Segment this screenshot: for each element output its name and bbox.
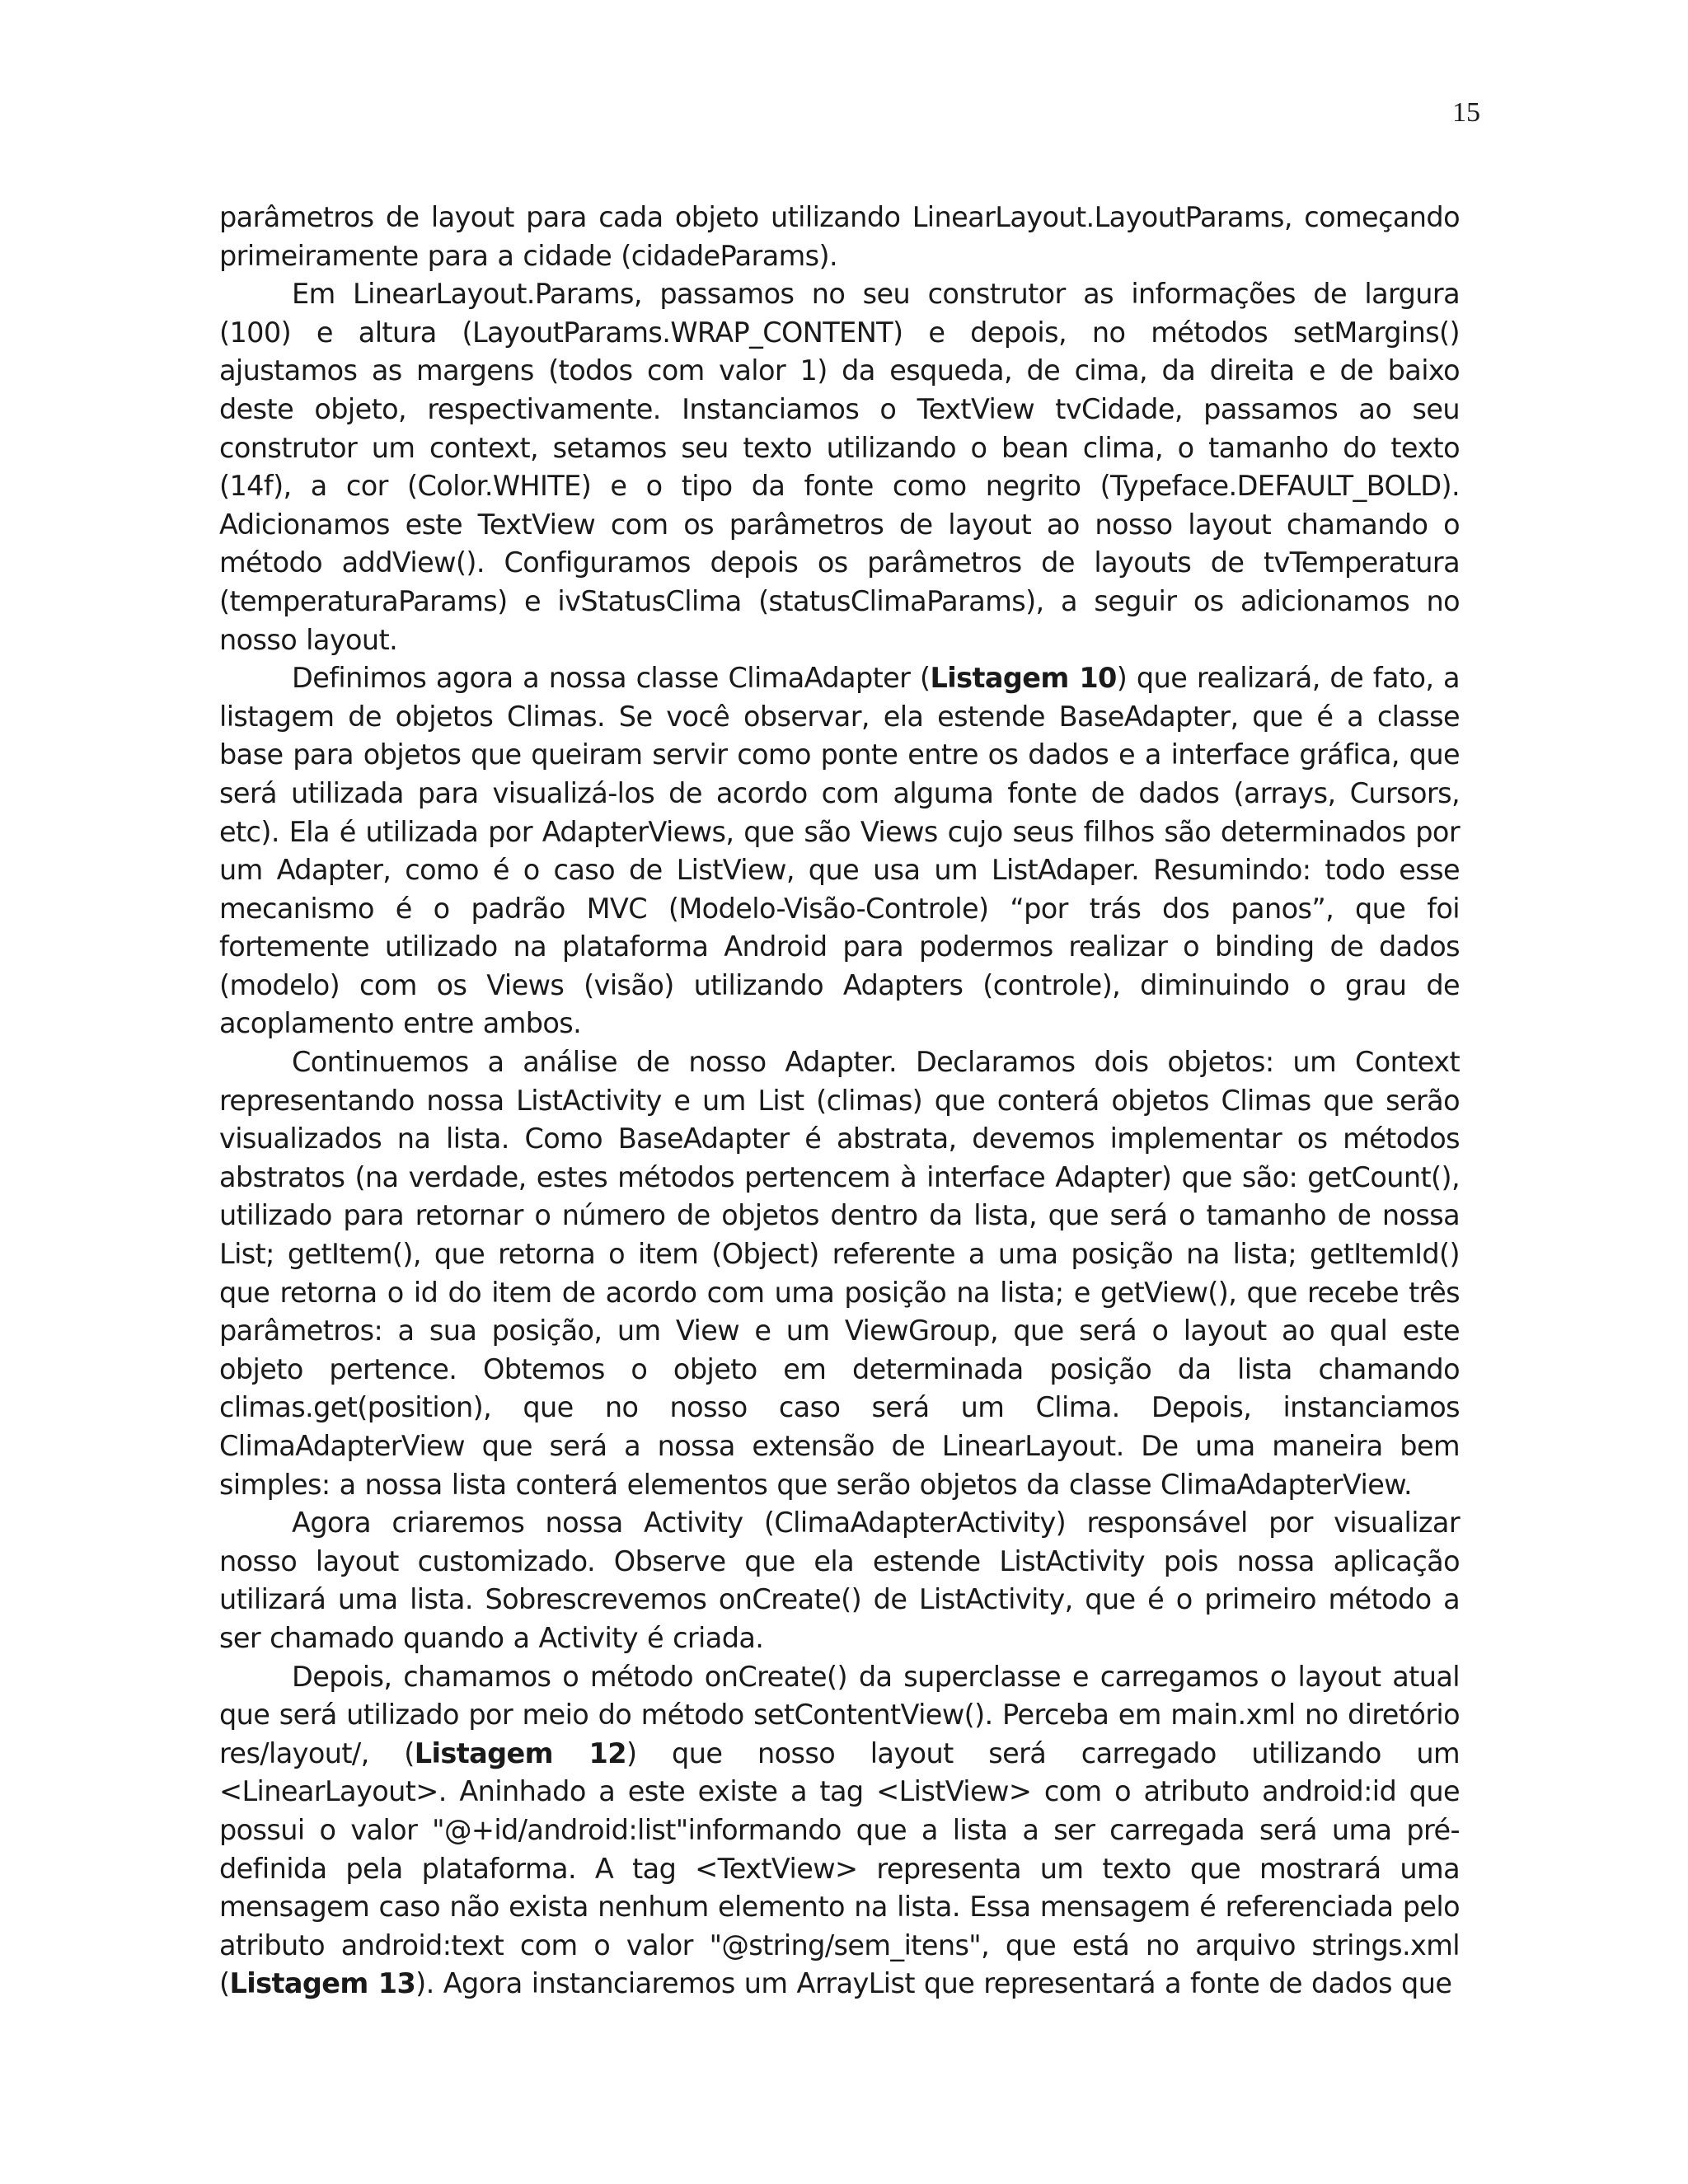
listing-reference: Listagem 13 [229,1967,416,2000]
paragraph [219,1043,1460,1504]
paragraph-text: ) que realizará, de fato, a listagem de objetos Climas. Se você observar, ela estende BaseAdapter, que é a classe base para objetos que queiram servir como ponte entre os dados e a interface gráfica, que será utilizada para visualizá-los de acordo com alguma fonte de dados (arrays, Cursors, etc). Ela é utilizada por AdapterViews, que são Views cujo seus filhos são determinados por um Adapter, como é o caso de ListView, que usa um ListAdaper. Resumindo: todo esse mecanismo é o padrão MVC (Modelo-Visão-Controle) “por trás dos panos”, que foi fortemente utilizado na plataforma Android para podermos realizar o binding de dados (modelo) com os Views (visão) utilizando Adapters (controle), diminuindo o grau de acoplamento entre ambos. [219,662,1460,1040]
listing-reference: Listagem 10 [930,662,1117,695]
paragraph [219,275,1460,659]
paragraph [219,1504,1460,1657]
paragraph [219,659,1460,1043]
body-text [219,199,1460,2004]
paragraph [219,199,1460,275]
listing-reference: Listagem 12 [414,1736,626,1769]
paragraph-text: Em LinearLayout.Params, passamos no seu construtor as informações de largura (100) e altura (LayoutParams.WRAP_CONTENT) e depois, no métodos setMargins() ajustamos as margens (todos com valor 1) da esqueda, de cima, da direita e de baixo deste objeto, respectivamente. Instanciamos o TextView tvCidade, passamos ao seu construtor um context, setamos seu texto utilizando o bean clima, o tamanho do texto (14f), a cor (Color.WHITE) e o tipo da fonte como negrito (Typeface.DEFAULT_BOLD). Adicionamos este TextView com os parâmetros de layout ao nosso layout chamando o método addView(). Configuramos depois os parâmetros de layouts de tvTemperatura (temperaturaParams) e ivStatusClima (statusClimaParams), a seguir os adicionamos no nosso layout. [219,278,1460,656]
paragraph-text: Continuemos a análise de nosso Adapter. Declaramos dois objetos: um Context representando nossa ListActivity e um List (climas) que conterá objetos Climas que serão visualizados na lista. Como BaseAdapter é abstrata, devemos implementar os métodos abstratos (na verdade, estes métodos pertencem à interface Adapter) que são: getCount(), utilizado para retornar o número de objetos dentro da lista, que será o tamanho de nossa List; getItem(), que retorna o item (Object) referente a uma posição na lista; getItemId() que retorna o id do item de acordo com uma posição na lista; e getView(), que recebe três parâmetros: a sua posição, um View e um ViewGroup, que será o layout ao qual este objeto pertence. Obtemos o objeto em determinada posição da lista chamando climas.get(position), que no nosso caso será um Clima. Depois, instanciamos ClimaAdapterView que será a nossa extensão de LinearLayout. De uma maneira bem simples: a nossa lista conterá elementos que serão objetos da classe ClimaAdapterView. [219,1046,1460,1501]
page-number: 15 [1452,97,1480,128]
paragraph-text: ). Agora instanciaremos um ArrayList que representará a fonte de dados que [415,1967,1452,2000]
paragraph [219,1658,1460,2004]
paragraph-text: Agora criaremos nossa Activity (ClimaAdapterActivity) responsável por visualizar nosso layout customizado. Observe que ela estende ListActivity pois nossa aplicação utilizará uma lista. Sobrescrevemos onCreate() de ListActivity, que é o primeiro método a ser chamado quando a Activity é criada. [219,1507,1460,1654]
paragraph-text: Definimos agora a nossa classe ClimaAdapter ( [292,662,931,695]
paragraph-text: Depois, chamamos o método onCreate() da superclasse e carregamos o layout atual que será utilizado por meio do método setContentView(). Perceba em main.xml no diretório res/layout/, ( [219,1660,1460,1769]
paragraph-text: ) que nosso layout será carregado utilizando um <LinearLayout>. Aninhado a este existe a tag <ListView> com o atributo android:id que possui o valor "@+id/android:list"informando que a lista a ser carregada será uma pré-definida pela plataforma. A tag <TextView> representa um texto que mostrará uma mensagem caso não exista nenhum elemento na lista. Essa mensagem é referenciada pelo atributo android:text com o valor "@string/sem_itens", que está no arquivo strings.xml ( [219,1736,1460,2000]
paragraph-text: parâmetros de layout para cada objeto utilizando LinearLayout.LayoutParams, começando primeiramente para a cidade (cidadeParams). [219,201,1460,272]
